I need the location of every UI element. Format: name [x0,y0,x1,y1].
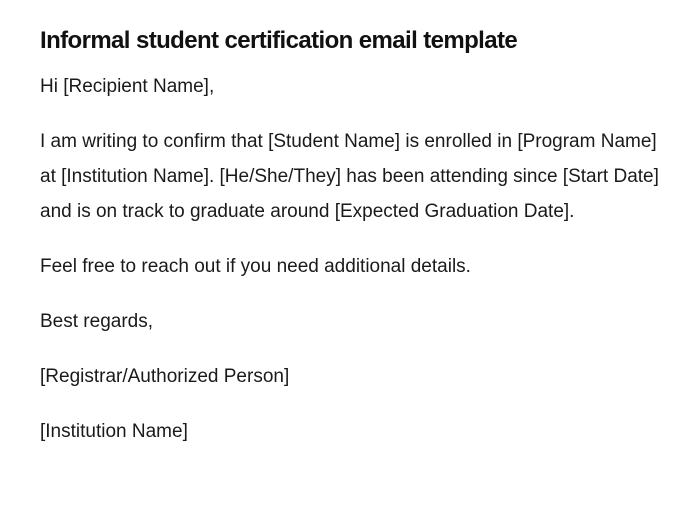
signature-institution: [Institution Name] [40,421,188,442]
page-title: Informal student certification email template [40,27,518,54]
email-greeting: Hi [Recipient Name], [40,76,215,97]
signature-name: [Registrar/Authorized Person] [40,366,290,387]
email-closing: Best regards, [40,311,153,332]
email-followup-line: Feel free to reach out if you need additional details. [40,256,471,277]
email-body-paragraph: I am writing to confirm that [Student Name] is enrolled in [Program Name] at [Institution Name]. [He/She/They] has been attending since [Start Date] and is on track to graduate around [Expected Graduation Date]. [40,131,659,222]
